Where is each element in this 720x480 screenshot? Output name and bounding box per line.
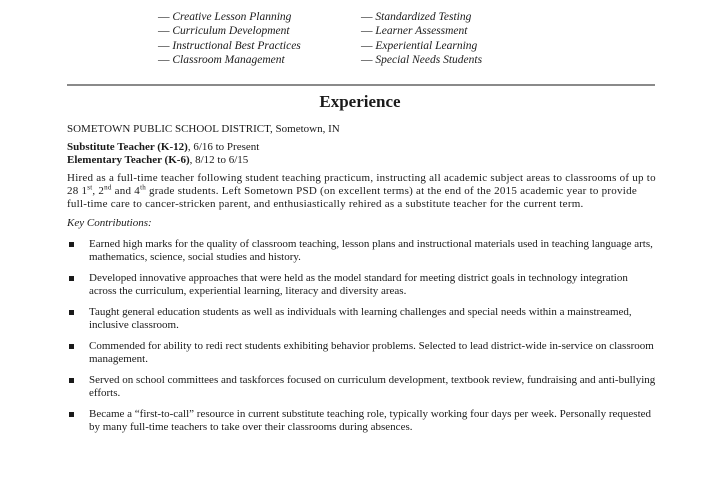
list-item: Taught general education students as well as individuals with learning challenges and special needs within a mainstreamed, inclusive classroom. [67, 306, 657, 332]
skill-item: — Curriculum Development [158, 24, 361, 38]
role-title: Substitute Teacher (K-12) [67, 141, 188, 153]
skills-column-1 [158, 10, 361, 68]
skill-item: — Standardized Testing [361, 10, 482, 24]
skill-item: — Experiential Learning [361, 39, 482, 53]
job-role: Substitute Teacher (K-12), 6/16 to Present [67, 141, 260, 153]
list-item: Became a “first-to-call” resource in current substitute teaching role, typically working four days per week. Personally requested by many full-time teachers to take over their classrooms during absences. [67, 408, 657, 434]
role-dates: 6/16 to Present [193, 141, 260, 153]
key-contributions-list [67, 238, 657, 434]
experience-section [67, 123, 657, 442]
skills-column-2 [361, 10, 482, 68]
employer-line: SOMETOWN PUBLIC SCHOOL DISTRICT, Sometown, IN [67, 123, 340, 135]
list-item: Developed innovative approaches that were held as the model standard for meeting district goals in technology integration across the curriculum, experiential learning, literacy and diversity areas. [67, 272, 657, 298]
job-summary: Hired as a full-time teacher following student teaching practicum, instructing all academic subject areas to classrooms of up to 28 1st, 2nd and 4th grade students. Left Sometown PSD (on excellent terms) at the end of the 2015 academic year to provide full-time care to cancer-stricken parent, and enthusiastically rehired as a substitute teacher for the current term. [67, 172, 656, 210]
square-bullet-icon [69, 378, 74, 383]
skills-list [158, 10, 578, 68]
section-divider [67, 84, 655, 86]
square-bullet-icon [69, 310, 74, 315]
square-bullet-icon [69, 242, 74, 247]
square-bullet-icon [69, 412, 74, 417]
list-item: Earned high marks for the quality of classroom teaching, lesson plans and instructional materials used in teaching language arts, mathematics, science, social studies and history. [67, 238, 657, 264]
skill-item: — Instructional Best Practices [158, 39, 361, 53]
list-item: Served on school committees and taskforces focused on curriculum development, textbook review, fundraising and anti-bullying efforts. [67, 374, 657, 400]
square-bullet-icon [69, 276, 74, 281]
list-item: Commended for ability to redi rect students exhibiting behavior problems. Selected to lead district-wide in-service on classroom management. [67, 340, 657, 366]
job-role: Elementary Teacher (K-6), 8/12 to 6/15 [67, 154, 249, 166]
skill-item: — Learner Assessment [361, 24, 482, 38]
square-bullet-icon [69, 344, 74, 349]
role-dates: 8/12 to 6/15 [195, 154, 249, 166]
skill-item: — Creative Lesson Planning [158, 10, 361, 24]
skill-item: — Classroom Management [158, 53, 361, 67]
experience-heading: Experience [319, 92, 401, 111]
role-title: Elementary Teacher (K-6) [67, 154, 190, 166]
employer-name: SOMETOWN PUBLIC SCHOOL DISTRICT [67, 123, 271, 135]
skill-item: — Special Needs Students [361, 53, 482, 67]
key-contributions-label: Key Contributions: [67, 217, 152, 229]
employer-location: Sometown, IN [275, 123, 340, 135]
